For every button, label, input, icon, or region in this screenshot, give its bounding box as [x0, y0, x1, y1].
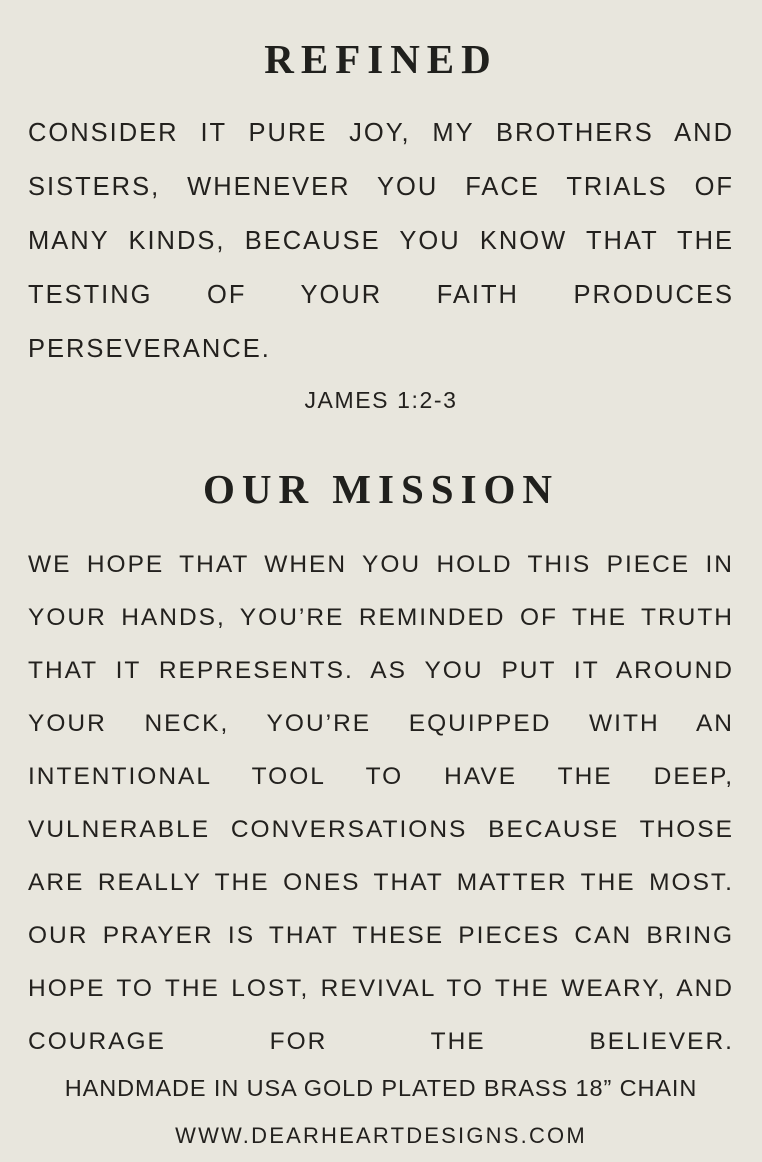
website-url: WWW.DEARHEARTDESIGNS.COM: [175, 1123, 587, 1148]
mission-body: WE HOPE THAT WHEN YOU HOLD THIS PIECE IN YOUR HANDS, YOU’RE REMINDED OF THE TRUTH THAT IT REPRESENTS. AS YOU PUT IT AROUND YOUR NECK, YOU’RE EQUIPPED WITH AN INTENTIONAL TOOL TO HAVE THE DEEP, VULNERABLE CONVERSATIONS BECAUSE THOSE ARE REALLY THE ONES THAT MATTER THE MOST. OUR PRAYER IS THAT THESE PIECES CAN BRING HOPE TO THE LOST, REVIVAL TO THE WEARY, AND COURAGE FOR THE BELIEVER.: [28, 551, 734, 1055]
verse-reference: JAMES 1:2-3: [304, 387, 458, 413]
product-specs: HANDMADE IN USA GOLD PLATED BRASS 18” CHAIN: [64, 1075, 698, 1101]
verse-heading: REFINED: [264, 36, 498, 82]
verse-body: CONSIDER IT PURE JOY, MY BROTHERS AND SISTERS, WHENEVER YOU FACE TRIALS OF MANY KINDS, BECAUSE YOU KNOW THAT THE TESTING OF YOUR FAITH PRODUCES PERSEVERANCE.: [28, 119, 734, 363]
mission-heading: OUR MISSION: [202, 466, 560, 512]
footer: [28, 1068, 734, 1162]
